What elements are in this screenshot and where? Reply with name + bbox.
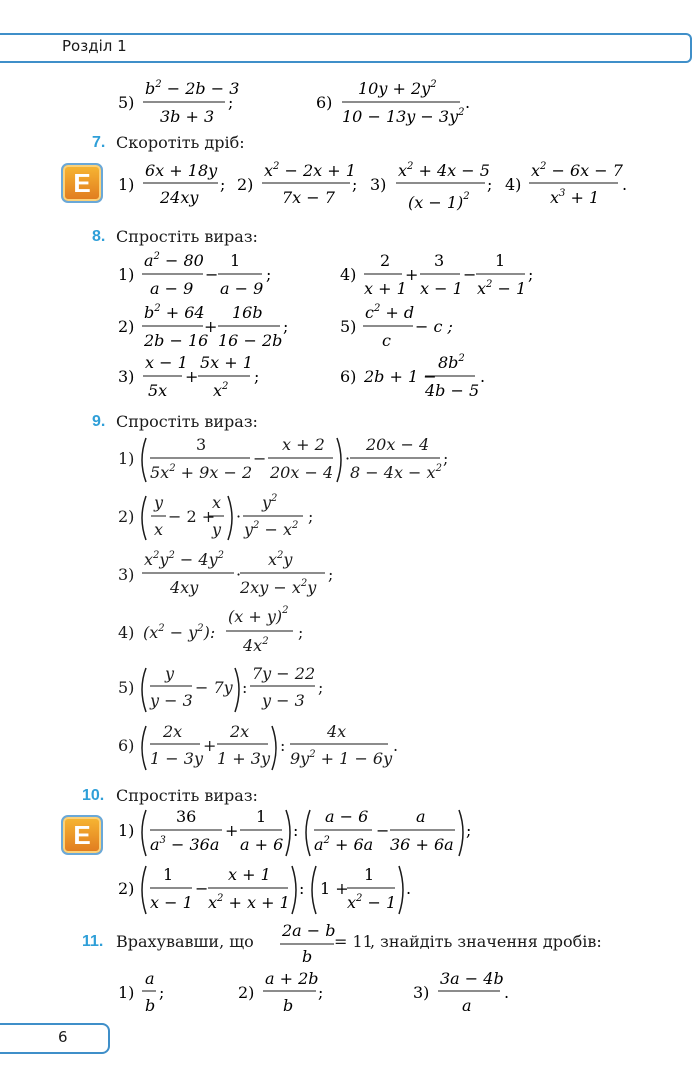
page-number-box — [0, 1023, 110, 1054]
svg-text:4b − 5: 4b − 5 — [425, 381, 480, 400]
expression-row-5-6 — [0, 70, 695, 130]
svg-text:20x − 4: 20x − 4 — [366, 435, 430, 454]
task-7-expressions — [0, 152, 695, 220]
svg-text:+: + — [405, 265, 419, 284]
svg-text:x: x — [212, 493, 222, 512]
svg-text:x − 1: x − 1 — [150, 893, 193, 912]
svg-text:;: ; — [443, 449, 449, 468]
svg-text:x2 − 2x + 1: $x^2 - 2x + 1$ — [264, 161, 356, 180]
svg-text:;: ; — [220, 175, 226, 194]
section-title: Розділ 1 — [62, 37, 127, 55]
svg-text:1): 1) — [118, 175, 135, 194]
svg-text:a − 9: a − 9 — [220, 279, 264, 298]
svg-text:1: 1 — [495, 251, 506, 270]
svg-text:.: . — [465, 93, 471, 112]
svg-text:− 2 +: − 2 + — [168, 507, 216, 526]
svg-text:1: 1 — [163, 865, 174, 884]
svg-text:x2y2 − 4y2: $x^2y^2 - 4y^2$ — [144, 550, 224, 569]
svg-text:(x − 1)2: $(x - 1)^2$ — [408, 191, 470, 212]
svg-text:4): 4) — [505, 175, 522, 194]
task-8-title: Спростіть вираз: — [116, 227, 258, 246]
svg-text:3: 3 — [434, 251, 445, 270]
svg-text:1 + 3y: 1 + 3y — [217, 749, 270, 768]
svg-text:36: 36 — [176, 807, 197, 826]
svg-text:b2 + 64: $b^2 + 64$ — [144, 303, 205, 322]
svg-text:y: y — [212, 520, 222, 539]
task-11-expressions — [0, 966, 695, 1022]
svg-text:;: ; — [466, 821, 472, 840]
svg-text:3): 3) — [413, 983, 430, 1002]
svg-text:1): 1) — [118, 265, 135, 284]
svg-text:1: 1 — [230, 251, 241, 270]
svg-text:a: a — [416, 807, 426, 826]
svg-text:a + 6: a + 6 — [240, 835, 284, 854]
task-9-expressions — [0, 430, 695, 780]
svg-text:2): 2) — [237, 175, 254, 194]
task-number-7: 7. — [92, 134, 106, 151]
svg-text:20x − 4: 20x − 4 — [270, 463, 334, 482]
svg-text:−: − — [376, 821, 390, 840]
svg-text:x2 + x + 1: $x^2 + x + 1$ — [208, 893, 290, 912]
svg-text:+: + — [203, 736, 217, 755]
svg-text:(x + y)2: $(x + y)^2$ — [228, 605, 289, 626]
svg-text::: : — [242, 678, 248, 697]
svg-text:2b + 1 −: 2b + 1 − — [364, 367, 437, 386]
svg-text:2): 2) — [118, 317, 135, 336]
svg-text:·: · — [236, 565, 242, 584]
svg-text:1): 1) — [118, 449, 135, 468]
svg-text:1 +: 1 + — [320, 879, 349, 898]
svg-text:y2: $y^2$ — [262, 493, 278, 512]
svg-text:a − 9: a − 9 — [150, 279, 194, 298]
svg-text:x2 − 1: $x^2 - 1$ — [347, 893, 397, 912]
svg-text:b: b — [283, 996, 294, 1015]
task-number-10: 10. — [82, 787, 105, 804]
svg-text:3a − 4b: 3a − 4b — [440, 969, 504, 988]
svg-text::: : — [280, 736, 286, 755]
svg-text:;: ; — [228, 93, 234, 112]
svg-text:x + 1: x + 1 — [228, 865, 271, 884]
svg-text:a3 − 36a: $a^3 - 36a$ — [150, 835, 220, 854]
svg-text:y: y — [165, 664, 175, 683]
svg-text:;: ; — [318, 678, 324, 697]
svg-text:5): 5) — [118, 678, 135, 697]
svg-text:b: b — [302, 947, 313, 966]
svg-text:6x + 18y: 6x + 18y — [145, 161, 218, 180]
task-10-expressions — [0, 802, 695, 922]
svg-text:y − 3: y − 3 — [262, 691, 305, 710]
svg-text:2): 2) — [118, 879, 135, 898]
svg-text:a: a — [462, 996, 472, 1015]
svg-text:2b − 16: 2b − 16 — [144, 331, 209, 350]
svg-text:2xy − x2y: $2xy - x^2y$ — [240, 578, 317, 597]
svg-text:.: . — [393, 736, 399, 755]
svg-text:− 7y: − 7y — [195, 678, 233, 697]
svg-text:+: + — [185, 367, 199, 386]
svg-text:(x2 − y2):: $(x^2 - y^2)$: — [143, 623, 216, 642]
svg-text:a2 + 6a: $a^2 + 6a$ — [314, 835, 374, 854]
svg-text:b2 − 2b − 3: $b^2 - 2b - 3$ — [145, 79, 240, 98]
svg-text:16b: 16b — [232, 303, 263, 322]
svg-text:x2 + 4x − 5: $x^2 + 4x - 5$ — [398, 161, 490, 180]
svg-text:3: 3 — [196, 435, 207, 454]
svg-text:;: ; — [318, 983, 324, 1002]
svg-text:1): 1) — [118, 983, 135, 1002]
svg-text:10 − 13y − 3y2: $10 - 13y - 3y^2$ — [342, 107, 465, 126]
svg-text:x − 1: x − 1 — [420, 279, 463, 298]
task-8-expressions — [0, 248, 695, 408]
svg-text:5x2 + 9x − 2: $5x^2 + 9x - 2$ — [150, 463, 253, 482]
svg-text:1: 1 — [256, 807, 267, 826]
svg-text:a + 2b: a + 2b — [265, 969, 319, 988]
svg-text:;: ; — [254, 367, 260, 386]
svg-text:·: · — [236, 507, 242, 526]
svg-text:;: ; — [487, 175, 493, 194]
svg-text:x2 − 1: $x^2 - 1$ — [477, 279, 527, 298]
svg-text:1 − 3y: 1 − 3y — [150, 749, 203, 768]
e-level-badge-icon-2: E — [61, 815, 103, 855]
svg-text:2x: 2x — [163, 722, 183, 741]
task-number-11: 11. — [82, 933, 104, 950]
svg-text:6): 6) — [118, 736, 135, 755]
svg-text:4xy: 4xy — [170, 578, 199, 597]
svg-text:6): 6) — [316, 93, 333, 112]
svg-text:−: − — [253, 449, 267, 468]
svg-text:;: ; — [328, 565, 334, 584]
svg-text:;: ; — [308, 507, 314, 526]
svg-text:;: ; — [159, 983, 165, 1002]
svg-text:+: + — [225, 821, 239, 840]
svg-text:− c ;: − c ; — [415, 317, 453, 336]
svg-text:3): 3) — [118, 565, 135, 584]
svg-text:x + 2: x + 2 — [282, 435, 325, 454]
svg-text:5x + 1: 5x + 1 — [200, 353, 253, 372]
svg-text:7x − 7: 7x − 7 — [282, 188, 335, 207]
svg-text:36 + 6a: 36 + 6a — [390, 835, 454, 854]
svg-text:a − 6: a − 6 — [325, 807, 369, 826]
svg-text:4): 4) — [340, 265, 357, 284]
svg-text:x2: $x^2$ — [213, 381, 229, 400]
svg-text:x − 1: x − 1 — [145, 353, 188, 372]
svg-text:a2 − 80: $a^2 - 80$ — [144, 251, 204, 270]
svg-text:y: y — [154, 493, 164, 512]
svg-text:.: . — [504, 983, 510, 1002]
task-7-title: Скоротіть дріб: — [116, 133, 245, 152]
svg-text:−: − — [205, 265, 219, 284]
e-level-badge-icon: E — [61, 163, 103, 203]
svg-text:8 − 4x − x2: $8 - 4x - x^2$ — [350, 463, 442, 482]
svg-text:2: 2 — [380, 251, 391, 270]
svg-text:8b2: $8b^2$ — [438, 353, 465, 372]
svg-text:5): 5) — [118, 93, 135, 112]
svg-text:;: ; — [528, 265, 534, 284]
svg-text:2): 2) — [238, 983, 255, 1002]
page-number: 6 — [58, 1028, 68, 1046]
svg-text:;: ; — [298, 623, 304, 642]
svg-text:3b + 3: 3b + 3 — [160, 107, 215, 126]
svg-text:24xy: 24xy — [160, 188, 199, 207]
svg-text:;: ; — [266, 265, 272, 284]
svg-text:x2 − 6x − 7: $x^2 - 6x - 7$ — [531, 161, 623, 180]
svg-text:7y − 22: 7y − 22 — [252, 664, 316, 683]
svg-text:2): 2) — [118, 507, 135, 526]
svg-text:c: c — [382, 331, 391, 350]
svg-text:9y2 + 1 − 6y: $9y^2 + 1 - 6y$ — [290, 749, 393, 768]
svg-text:4x2: $4x^2$ — [243, 636, 269, 655]
svg-text:5): 5) — [340, 317, 357, 336]
task-11-condition: = 11 — [334, 932, 373, 951]
svg-text:c2 + d: $c^2 + d$ — [365, 303, 415, 322]
task-10-title: Спростіть вираз: — [116, 786, 258, 805]
svg-text:.: . — [480, 367, 486, 386]
svg-text:4): 4) — [118, 623, 135, 642]
task-11-tail: , знайдіть значення дробів: — [370, 932, 602, 951]
svg-text:1: 1 — [364, 865, 375, 884]
svg-text:16 − 2b: 16 − 2b — [218, 331, 283, 350]
svg-text:−: − — [195, 879, 209, 898]
svg-text:x: x — [154, 520, 164, 539]
svg-text:3): 3) — [118, 367, 135, 386]
svg-text:·: · — [345, 449, 351, 468]
svg-text:;: ; — [352, 175, 358, 194]
svg-text::: : — [293, 821, 299, 840]
svg-text:.: . — [406, 879, 412, 898]
svg-text:4x: 4x — [327, 722, 347, 741]
svg-text:x + 1: x + 1 — [364, 279, 407, 298]
svg-text:+: + — [204, 317, 218, 336]
svg-text:2a − b: 2a − b — [282, 921, 336, 940]
svg-text:b: b — [145, 996, 156, 1015]
svg-text:x2y: $x^2y$ — [268, 550, 293, 569]
svg-text:3): 3) — [370, 175, 387, 194]
svg-text:1): 1) — [118, 821, 135, 840]
svg-text::: : — [299, 879, 305, 898]
svg-text:y2 − x2: $y^2 - x^2$ — [244, 520, 299, 539]
svg-text:−: − — [463, 265, 477, 284]
task-11-title: Врахувавши, що — [116, 932, 254, 951]
task-number-8: 8. — [92, 228, 106, 245]
svg-text:5x: 5x — [148, 381, 168, 400]
svg-text:2x: 2x — [230, 722, 250, 741]
svg-text:.: . — [622, 175, 628, 194]
task-number-9: 9. — [92, 413, 106, 430]
svg-text:y − 3: y − 3 — [150, 691, 193, 710]
svg-text:a: a — [145, 969, 155, 988]
svg-text:;: ; — [283, 317, 289, 336]
svg-text:x3 + 1: $x^3 + 1$ — [550, 188, 600, 207]
svg-text:10y + 2y2: $10y + 2y^2$ — [358, 79, 437, 98]
task-11-condition-fraction — [278, 916, 338, 968]
svg-text:6): 6) — [340, 367, 357, 386]
task-9-title: Спростіть вираз: — [116, 412, 258, 431]
